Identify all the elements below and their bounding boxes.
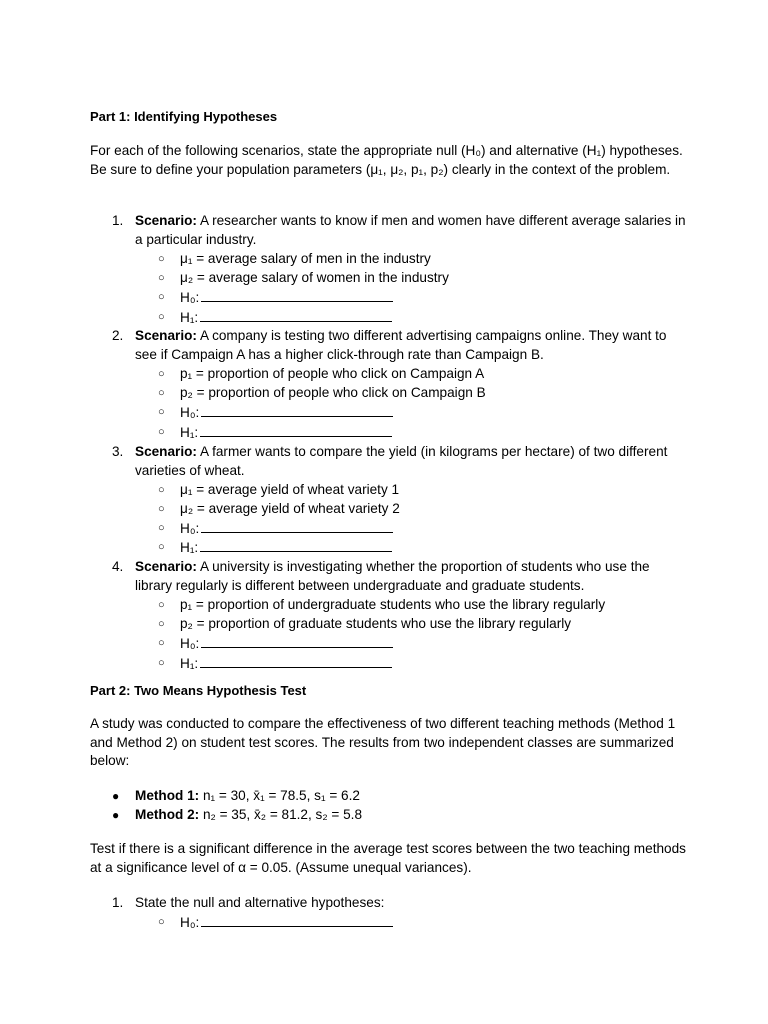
circle-bullet-icon: ○ xyxy=(158,636,165,649)
answer-blank[interactable] xyxy=(201,403,393,417)
answer-blank[interactable] xyxy=(201,913,393,927)
step-number: 1. xyxy=(112,895,124,910)
answer-blank[interactable] xyxy=(201,634,393,648)
step-text: State the null and alternative hypotheses: xyxy=(135,895,385,910)
part2-heading: Part 2: Two Means Hypothesis Test xyxy=(90,683,307,698)
answer-blank[interactable] xyxy=(201,519,393,533)
scenario-text: A farmer wants to compare the yield (in kilograms per hectare) of two different varieties of wheat. xyxy=(135,443,668,478)
answer-blank[interactable] xyxy=(200,423,392,437)
answer-blank[interactable] xyxy=(200,654,392,668)
scenario-label: Scenario: xyxy=(135,328,197,344)
circle-bullet-icon: ○ xyxy=(158,483,165,496)
scenario-label: Scenario: xyxy=(135,559,197,575)
method-list xyxy=(90,787,690,825)
circle-bullet-icon: ○ xyxy=(158,425,165,438)
answer-blank[interactable] xyxy=(201,288,393,302)
scenario-2-h1: ○ H₁: xyxy=(90,423,690,443)
circle-bullet-icon: ○ xyxy=(158,271,165,284)
scenario-label: Scenario: xyxy=(135,443,197,459)
scenario-3-def-2: ○ μ₂ = average yield of wheat variety 2 xyxy=(90,500,690,519)
scenario-label: Scenario: xyxy=(135,213,197,228)
circle-bullet-icon: ○ xyxy=(158,406,165,419)
scenario-number: 2. xyxy=(112,328,124,344)
scenario-list xyxy=(90,212,690,674)
answer-blank[interactable] xyxy=(200,308,392,322)
circle-bullet-icon: ○ xyxy=(158,656,165,669)
scenario-1-h1: ○ H₁: xyxy=(90,308,690,328)
circle-bullet-icon: ○ xyxy=(158,599,165,612)
circle-bullet-icon: ○ xyxy=(158,915,165,928)
method-1 xyxy=(90,787,690,806)
method-stats: n₁ = 30, x̄₁ = 78.5, s₁ = 6.2 xyxy=(202,788,360,803)
circle-bullet-icon: ○ xyxy=(158,521,165,534)
scenario-1-def-1: ○ μ₁ = average salary of men in the industry xyxy=(90,250,690,269)
scenario-4-def-2: ○ p₂ = proportion of graduate students who use the library regularly xyxy=(90,615,690,634)
scenario-4 xyxy=(90,558,690,596)
step-1-h0: ○ H₀: xyxy=(90,913,690,933)
circle-bullet-icon: ○ xyxy=(158,252,165,265)
method-label: Method 2: xyxy=(135,806,200,822)
scenario-1-def-2: ○ μ₂ = average salary of women in the industry xyxy=(90,269,690,288)
scenario-3-h0: ○ H₀: xyxy=(90,519,690,539)
circle-bullet-icon: ○ xyxy=(158,290,165,303)
scenario-3-def-1: ○ μ₁ = average yield of wheat variety 1 xyxy=(90,481,690,500)
scenario-2-def-1: ○ p₁ = proportion of people who click on Campaign A xyxy=(90,365,690,384)
scenario-text: A university is investigating whether the proportion of students who use the library regularly is different between undergraduate and graduate students. xyxy=(135,559,650,594)
scenario-1 xyxy=(90,212,690,250)
scenario-2-def-2: ○ p₂ = proportion of people who click on Campaign B xyxy=(90,384,690,403)
part1-intro: For each of the following scenarios, state the appropriate null (H₀) and alternative (H₁) hypotheses. Be sure to define your population parameters (μ₁, μ₂, p₁, p₂) clearly in the context of the problem. xyxy=(90,143,683,177)
answer-blank[interactable] xyxy=(200,538,392,552)
method-2 xyxy=(90,806,690,825)
scenario-4-h0: ○ H₀: xyxy=(90,634,690,654)
circle-bullet-icon: ○ xyxy=(158,502,165,515)
bullet-icon: ● xyxy=(112,807,120,822)
circle-bullet-icon: ○ xyxy=(158,618,165,631)
circle-bullet-icon: ○ xyxy=(158,310,165,323)
scenario-2 xyxy=(90,327,690,365)
scenario-1-h0: ○ H₀: xyxy=(90,288,690,308)
bullet-icon: ● xyxy=(112,789,120,803)
scenario-text: A company is testing two different advertising campaigns online. They want to see if Campaign A has a higher click-through rate than Campaign B. xyxy=(135,328,667,363)
part1-heading: Part 1: Identifying Hypotheses xyxy=(90,109,278,124)
circle-bullet-icon: ○ xyxy=(158,541,165,554)
scenario-4-h1: ○ H₁: xyxy=(90,654,690,674)
scenario-2-h0: ○ H₀: xyxy=(90,403,690,423)
scenario-number: 3. xyxy=(112,443,124,459)
circle-bullet-icon: ○ xyxy=(158,387,165,400)
study-description: A study was conducted to compare the effectiveness of two different teaching methods (Method 1 and Method 2) on student test scores. The results from two independent classes are summarized below: xyxy=(90,716,676,769)
test-instructions: Test if there is a significant difference in the average test scores between the two teaching methods at a significance level of α = 0.05. (Assume unequal variances). xyxy=(90,841,686,875)
scenario-4-def-1: ○ p₁ = proportion of undergraduate students who use the library regularly xyxy=(90,596,690,615)
step-list xyxy=(90,894,690,933)
scenario-3-h1: ○ H₁: xyxy=(90,538,690,558)
scenario-number: 4. xyxy=(112,559,124,575)
scenario-number: 1. xyxy=(112,213,124,228)
method-label: Method 1: xyxy=(135,788,200,803)
scenario-text: A researcher wants to know if men and women have different average salaries in a particular industry. xyxy=(135,213,686,247)
step-1 xyxy=(90,894,690,913)
scenario-3 xyxy=(90,443,690,481)
method-stats: n₂ = 35, x̄₂ = 81.2, s₂ = 5.8 xyxy=(202,806,363,822)
circle-bullet-icon: ○ xyxy=(158,368,165,381)
